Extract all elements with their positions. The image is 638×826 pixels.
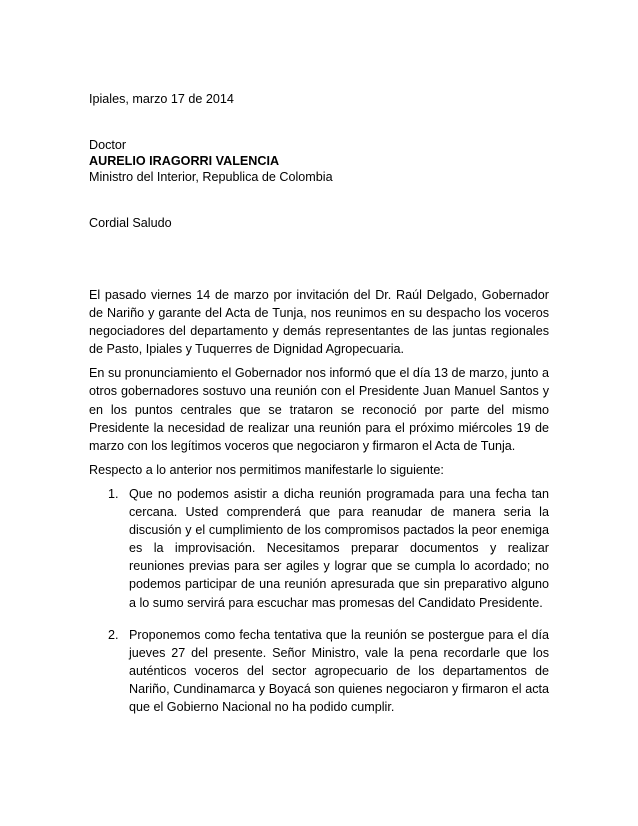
list-item-text: Que no podemos asistir a dicha reunión programada para una fecha tan cercana. Usted comprenderá que para reanudar de manera seria la discusión y el cumplimiento de los compromisos pactados la peor enemiga es la improvisación. Necesitamos preparar documentos y realizar reuniones previas para ser agiles y lograr que se cumpla lo acordado; no podemos participar de una reunión apresurada que sin preparativo alguno a lo sumo servirá para escuchar mas promesas del Candidato Presidente.	[129, 486, 549, 610]
list-item	[89, 626, 549, 716]
paragraph-3: Respecto a lo anterior nos permitimos manifestarle lo siguiente:	[89, 462, 444, 477]
greeting: Cordial Saludo	[89, 216, 172, 230]
paragraph-2: En su pronunciamiento el Gobernador nos informó que el día 13 de marzo, junto a otros gobernadores sostuvo una reunión con el Presidente Juan Manuel Santos y en los puntos centrales que se trataron se reconoció por parte del mismo Presidente la necesidad de realizar una reunión para el próximo miércoles 19 de marzo con los legítimos voceros que negociaron y firmaron el Acta de Tunja.	[89, 366, 549, 453]
recipient-block	[89, 137, 333, 185]
recipient-title: Doctor	[89, 138, 127, 152]
list-item	[89, 485, 549, 612]
list-item-text: Proponemos como fecha tentativa que la reunión se postergue para el día jueves 27 del presente. Señor Ministro, vale la pena recordarle que los auténticos voceros del sector agropecuario de los departamentos de Nariño, Cundinamarca y Boyacá son quienes negociaron y firmaron el acta que el Gobierno Nacional no ha podido cumplir.	[129, 627, 549, 714]
list-item-number: 2.	[108, 627, 119, 642]
paragraph-1: El pasado viernes 14 de marzo por invitación del Dr. Raúl Delgado, Gobernador de Nariño y garante del Acta de Tunja, nos reunimos en su despacho los voceros negociadores del departamento y demás representantes de las juntas regionales de Pasto, Ipiales y Tuquerres de Dignidad Agropecuaria.	[89, 288, 549, 357]
letter-body	[89, 286, 549, 730]
numbered-list	[89, 485, 549, 716]
letter-date: Ipiales, marzo 17 de 2014	[89, 92, 234, 106]
list-item-number: 1.	[108, 486, 119, 501]
recipient-name: AURELIO IRAGORRI VALENCIA	[89, 154, 280, 168]
recipient-position: Ministro del Interior, Republica de Colombia	[89, 170, 333, 184]
